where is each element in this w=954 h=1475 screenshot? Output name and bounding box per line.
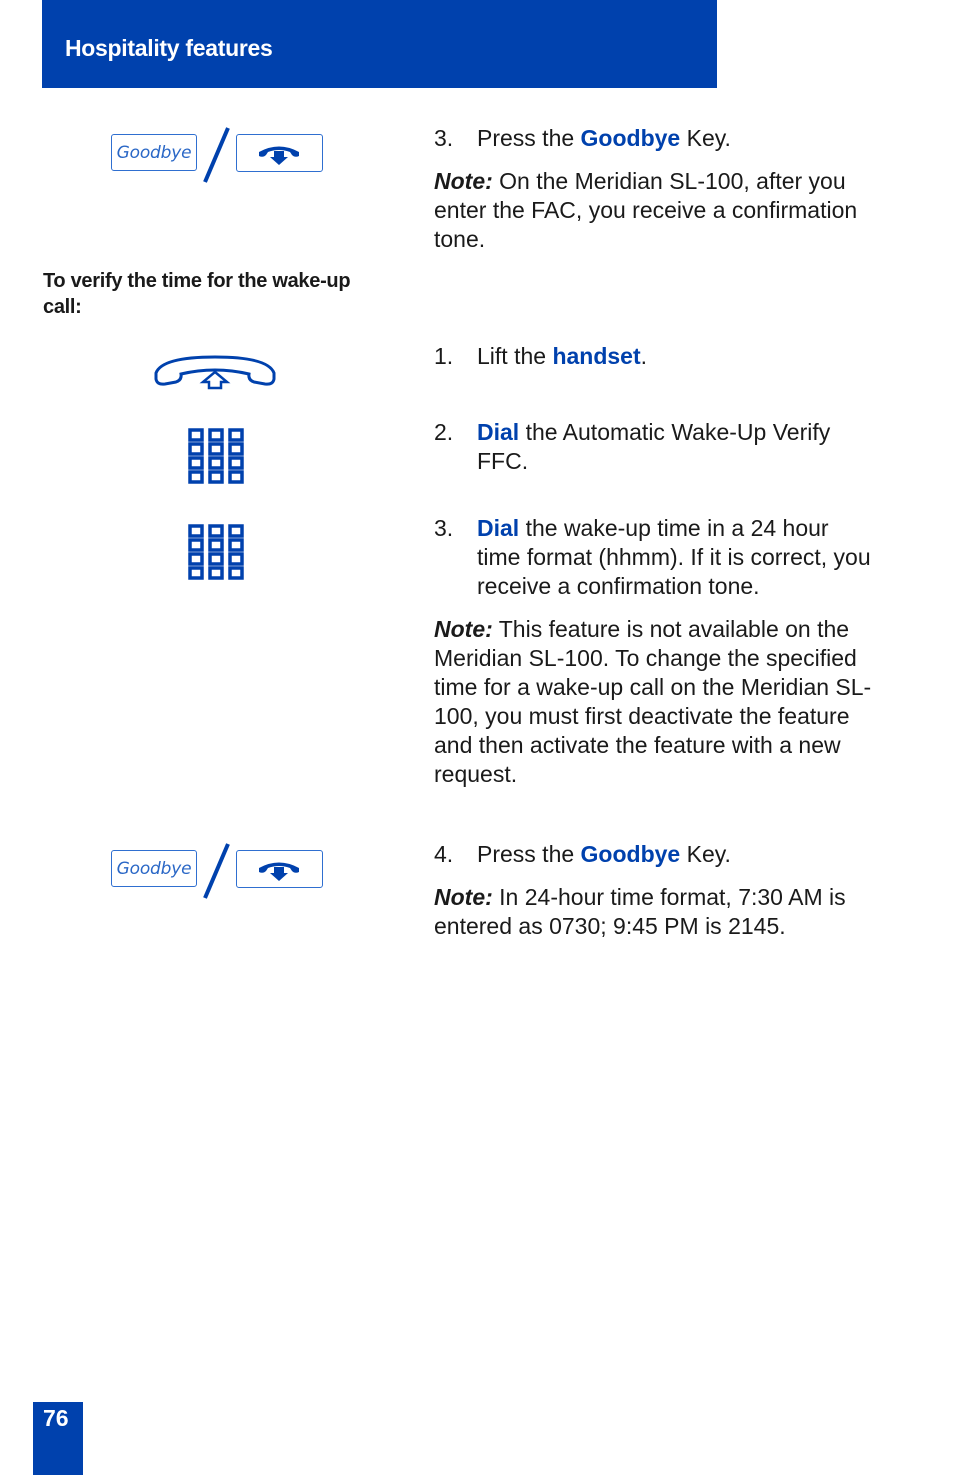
step-suffix: the Automatic Wake-Up Verify FFC.: [477, 419, 831, 474]
step-number: 2.: [434, 419, 454, 445]
page-header-title: Hospitality features: [65, 35, 273, 61]
dialpad-icon: [188, 428, 246, 486]
step-suffix: .: [640, 343, 648, 369]
goodbye-key-icon: [111, 134, 197, 171]
step-keyword: Goodbye: [580, 841, 681, 867]
step-keyword: Goodbye: [580, 125, 681, 151]
note-text: This feature is not available on the Meridian SL-100. To change the specified time for a wake-up call on the Meridian SL-100, you must first deactivate the feature and then activate the feature with a new request.: [434, 616, 872, 787]
note-label: Note:: [434, 884, 493, 910]
step-number: 1.: [434, 343, 454, 369]
release-key-icon: [236, 850, 323, 888]
step-prefix: Lift the: [477, 343, 553, 369]
step-suffix: Key.: [680, 125, 731, 151]
handset-icon: [152, 353, 278, 391]
header-bar: [42, 0, 717, 88]
note-label: Note:: [434, 168, 493, 194]
goodbye-key-label: Goodbye: [116, 859, 192, 879]
note-24-hour-format: [434, 883, 874, 941]
verify-heading: To verify the time for the wake-up call:: [43, 270, 351, 318]
slash-divider-icon: [200, 842, 232, 900]
note-label: Note:: [434, 616, 493, 642]
step-keyword: handset: [552, 343, 641, 369]
step-prefix: Press the: [477, 841, 581, 867]
step-suffix: the wake-up time in a 24 hour time format (hhmm). If it is correct, you receive a confirmation tone.: [477, 515, 871, 599]
step-number: 3.: [434, 125, 454, 151]
release-arrow-icon: [237, 851, 321, 886]
step-keyword: Dial: [477, 419, 520, 445]
step-number: 4.: [434, 841, 454, 867]
dialpad-icon: [188, 524, 246, 582]
step-prefix: Press the: [477, 125, 581, 151]
note-text: In 24-hour time format, 7:30 AM is entered as 0730; 9:45 PM is 2145.: [434, 884, 846, 939]
page-number-box: [33, 1402, 83, 1475]
release-key-icon: [236, 134, 323, 172]
note-sl100-unavailable: [434, 615, 874, 789]
note-text: On the Meridian SL-100, after you enter the FAC, you receive a confirmation tone.: [434, 168, 858, 252]
page-number: 76: [43, 1405, 69, 1431]
step-keyword: Dial: [477, 515, 520, 541]
step-number: 3.: [434, 515, 454, 541]
goodbye-key-label: Goodbye: [116, 143, 192, 163]
step-suffix: Key.: [680, 841, 731, 867]
note-sl100-confirmation: [434, 167, 874, 254]
goodbye-key-icon: [111, 850, 197, 887]
slash-divider-icon: [200, 126, 232, 184]
release-arrow-icon: [237, 135, 321, 170]
